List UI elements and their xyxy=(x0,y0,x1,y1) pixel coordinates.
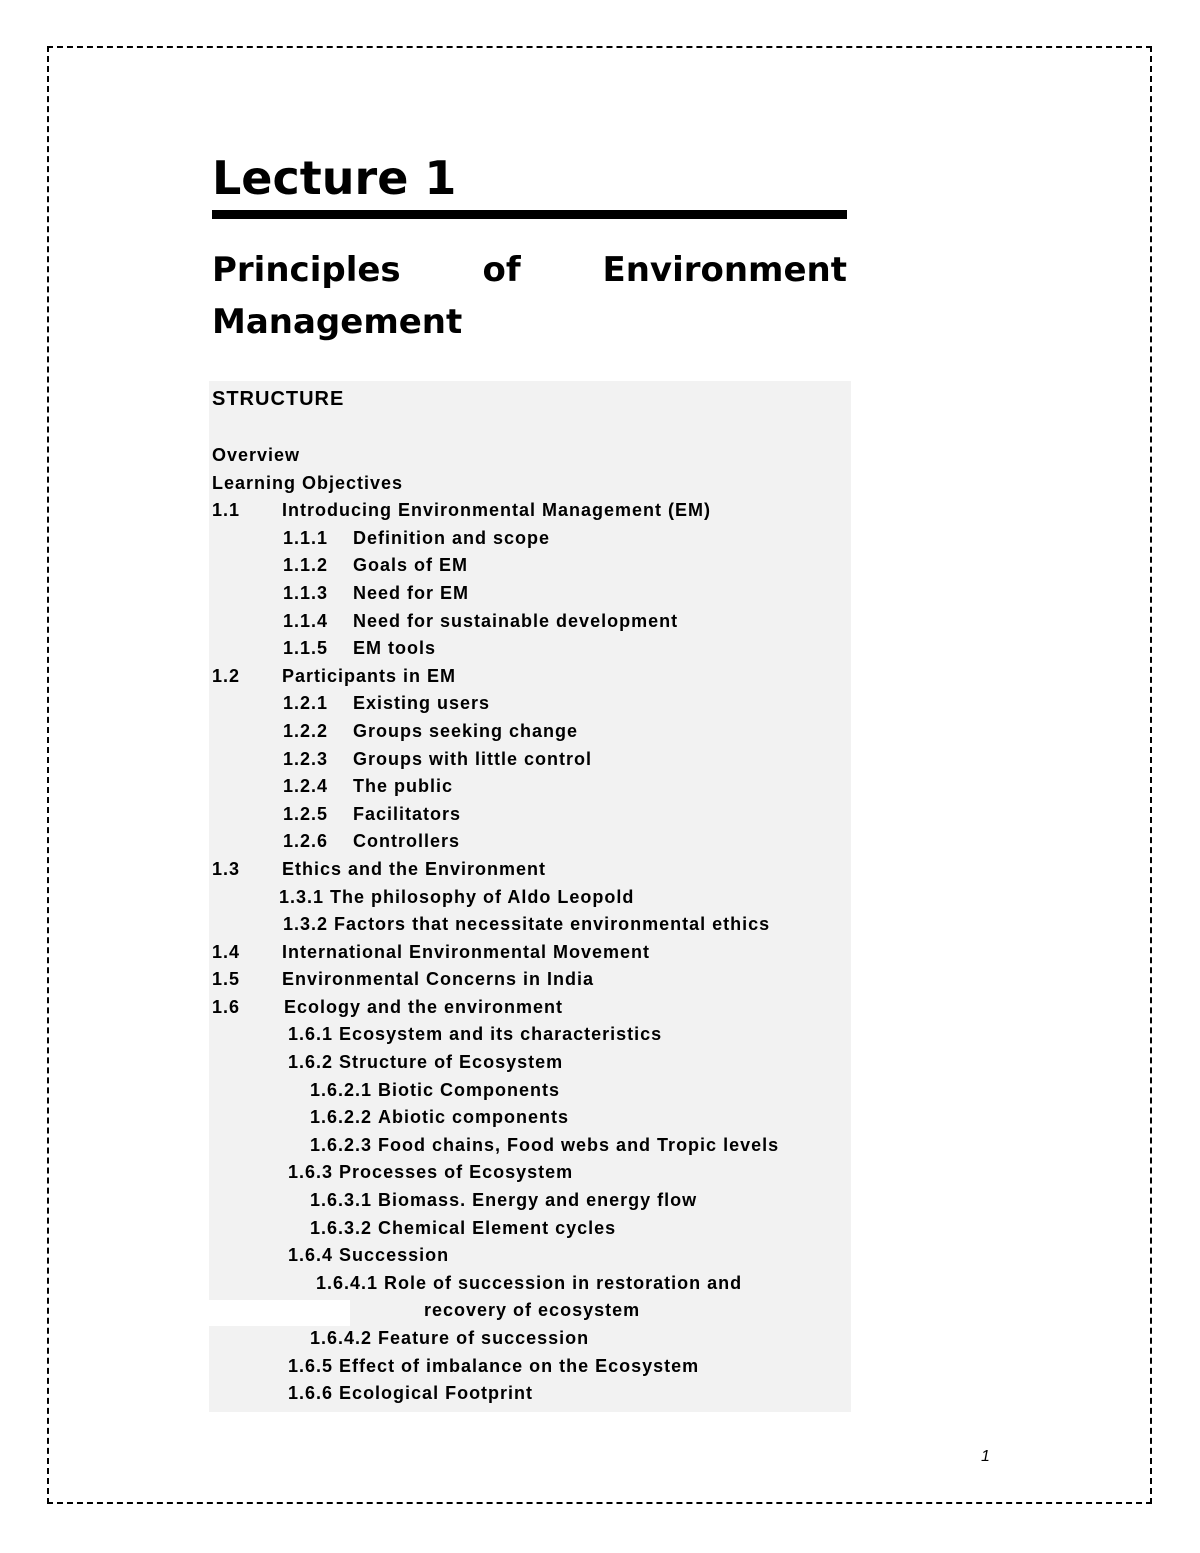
structure-heading: STRUCTURE xyxy=(212,388,345,410)
subtitle-line-1 xyxy=(212,244,847,296)
subtitle-word-principles: Principles xyxy=(212,250,401,290)
lecture-subtitle xyxy=(212,244,847,348)
toc-item-1-6-4-2: 1.6.4.2 Feature of succession xyxy=(310,1328,590,1348)
toc-item-1-6-4-1-continued: recovery of ecosystem xyxy=(424,1300,641,1321)
toc-item-1-6-2-2: 1.6.2.2 Abiotic components xyxy=(310,1107,570,1128)
subtitle-word-of: of xyxy=(482,250,521,290)
toc-item-1-6-3: 1.6.3 Processes of Ecosystem xyxy=(288,1162,574,1183)
toc-item-1-6-4-1: 1.6.4.1 Role of succession in restoration and xyxy=(316,1272,743,1293)
toc-item-1-2-2: 1.2.2 Groups seeking change xyxy=(283,720,579,741)
toc-item-1-3-2: 1.3.2 Factors that necessitate environmental ethics xyxy=(283,914,771,935)
title-rule xyxy=(212,210,847,219)
toc-item-1-6-2-1: 1.6.2.1 Biotic Components xyxy=(310,1079,561,1100)
toc-item-1-6-2: 1.6.2 Structure of Ecosystem xyxy=(288,1052,564,1073)
table-of-contents xyxy=(212,442,848,1408)
toc-item-1-2: 1.2 Participants in EM xyxy=(212,665,457,686)
toc-item-1-6-3-1: 1.6.3.1 Biomass. Energy and energy flow xyxy=(310,1190,698,1211)
subtitle-word-environment: Environment xyxy=(602,250,847,290)
toc-item-1-1-1: 1.1.1 Definition and scope xyxy=(283,527,551,548)
toc-item-1-6-3-2: 1.6.3.2 Chemical Element cycles xyxy=(310,1217,617,1238)
toc-item-1-6-2-3: 1.6.2.3 Food chains, Food webs and Tropic levels xyxy=(310,1134,780,1155)
toc-item-1-2-3: 1.2.3 Groups with little control xyxy=(283,748,592,769)
toc-item-1-1-3: 1.1.3 Need for EM xyxy=(283,582,470,603)
toc-item-1-1-4: 1.1.4 Need for sustainable development xyxy=(283,610,679,631)
subtitle-line-2: Management xyxy=(212,302,463,342)
toc-item-1-4: 1.4 International Environmental Movement xyxy=(212,941,651,962)
toc-item-1-2-1: 1.2.1 Existing users xyxy=(283,693,491,714)
toc-item-1-3: 1.3 Ethics and the Environment xyxy=(212,858,547,879)
toc-item-1-2-4: 1.2.4 The public xyxy=(283,776,453,797)
toc-item-1-1: 1.1 Introducing Environmental Management (EM) xyxy=(212,500,712,521)
toc-item-1-6-4: 1.6.4 Succession xyxy=(288,1245,450,1266)
toc-item-1-6-1: 1.6.1 Ecosystem and its characteristics xyxy=(288,1024,663,1045)
toc-item-1-1-2: 1.1.2 Goals of EM xyxy=(283,555,469,576)
toc-item-learning-objectives: Learning Objectives xyxy=(212,472,404,493)
toc-item-1-5: 1.5 Environmental Concerns in India xyxy=(212,969,595,990)
toc-item-1-6-6: 1.6.6 Ecological Footprint xyxy=(288,1383,534,1404)
toc-item-1-2-6: 1.2.6 Controllers xyxy=(283,831,461,852)
toc-item-1-3-1: 1.3.1 The philosophy of Aldo Leopold xyxy=(279,886,635,907)
toc-item-overview: Overview xyxy=(212,445,301,465)
toc-item-1-6: 1.6 Ecology and the environment xyxy=(212,996,564,1017)
toc-item-1-6-5: 1.6.5 Effect of imbalance on the Ecosystem xyxy=(288,1355,700,1376)
page-number: 1 xyxy=(981,1448,990,1465)
toc-item-1-1-5: 1.1.5 EM tools xyxy=(283,638,436,659)
toc-item-1-2-5: 1.2.5 Facilitators xyxy=(283,803,462,824)
lecture-title: Lecture 1 xyxy=(212,151,457,205)
